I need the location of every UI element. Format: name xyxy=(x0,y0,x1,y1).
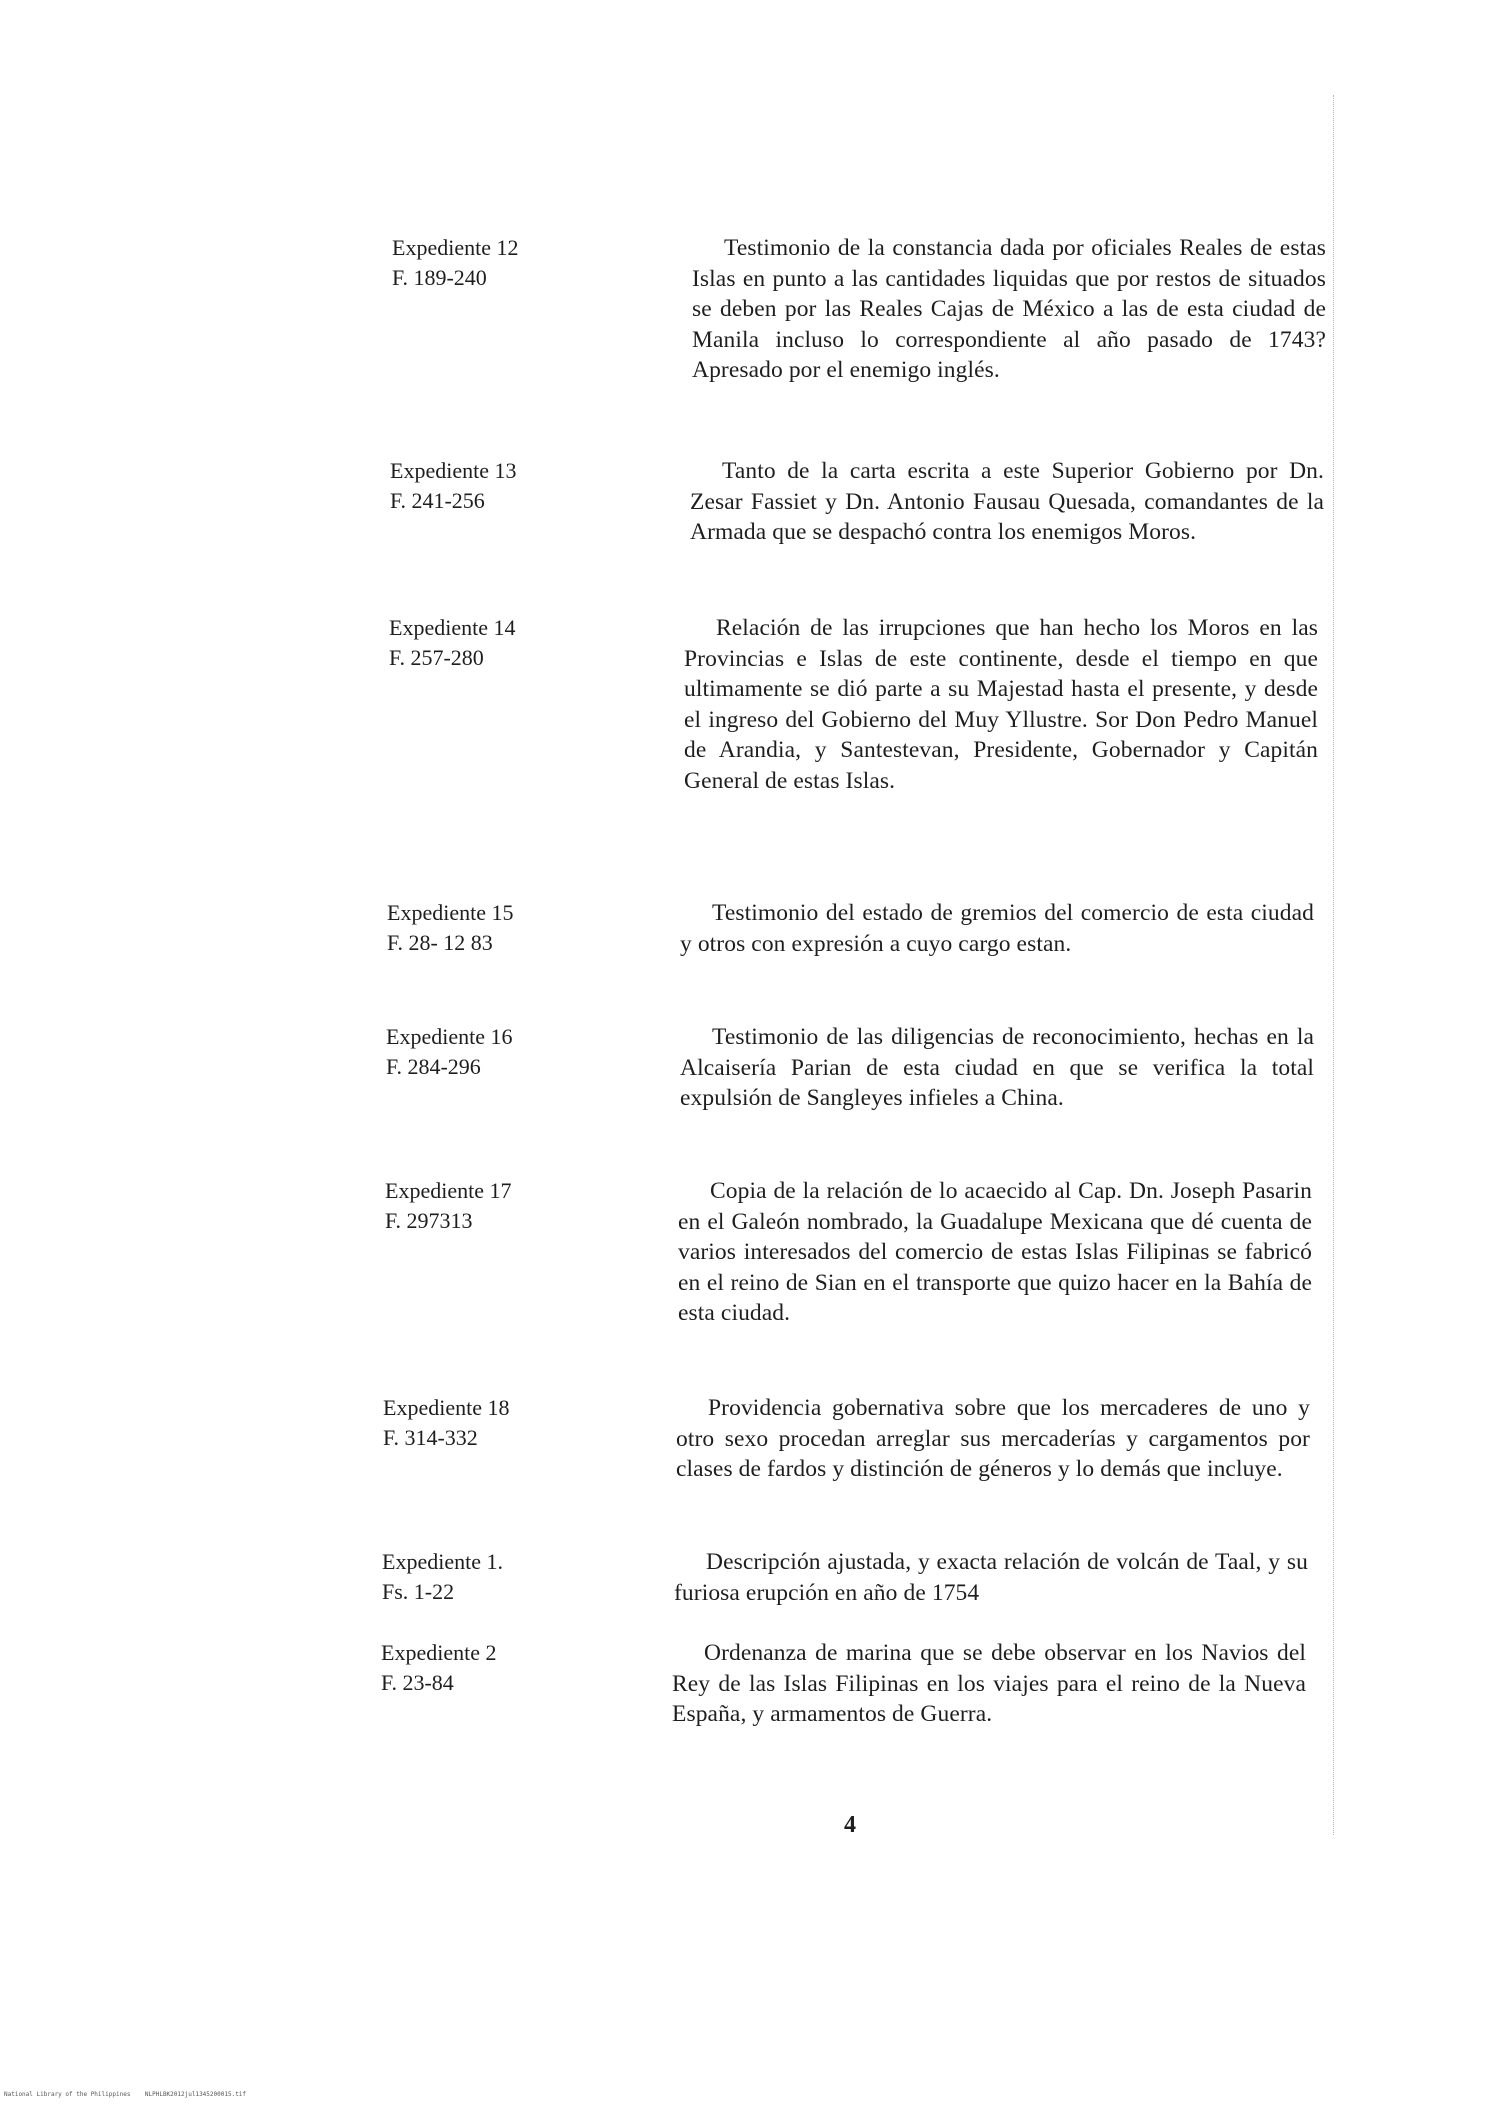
entry-description: Testimonio de la constancia dada por oficiales Reales de estas Islas en punto a las cantidades liquidas que por restos de situados se deben por las Reales Cajas de México a las de esta ciudad de Manila incluso lo correspondiente al año pasado de 1743? Apresado por el enemigo inglés. xyxy=(692,235,1326,383)
folio-range: F. 257-280 xyxy=(389,645,484,670)
entry-reference xyxy=(389,613,689,673)
expediente-title: Expediente 2 xyxy=(381,1640,497,1665)
folio-range: F. 23-84 xyxy=(381,1670,454,1695)
entry-reference xyxy=(387,898,687,958)
entry-reference xyxy=(383,1393,683,1453)
folio-range: F. 28- 12 83 xyxy=(387,930,493,955)
entry-description: Copia de la relación de lo acaecido al Cap. Dn. Joseph Pasarin en el Galeón nombrado, la Guadalupe Mexicana que dé cuenta de varios interesados del comercio de estas Islas Filipinas se fabricó en el reino de Sian en el transporte que quizo hacer en la Bahía de esta ciudad. xyxy=(678,1178,1312,1326)
expediente-title: Expediente 1. xyxy=(382,1549,503,1574)
scan-footer-caption: National Library of the Philippines NLPHLBK2012jul1345200015.tif xyxy=(4,2091,247,2098)
expediente-title: Expediente 14 xyxy=(389,615,516,640)
entry-reference xyxy=(386,1022,686,1082)
entry-description: Descripción ajustada, y exacta relación de volcán de Taal, y su furiosa erupción en año de 1754 xyxy=(674,1549,1308,1606)
entry-description: Ordenanza de marina que se debe observar en los Navios del Rey de las Islas Filipinas en los viajes para el reino de la Nueva España, y armamentos de Guerra. xyxy=(672,1640,1306,1727)
folio-range: F. 189-240 xyxy=(392,265,487,290)
folio-range: F. 284-296 xyxy=(386,1054,481,1079)
folio-range: F. 241-256 xyxy=(390,488,485,513)
entry-description: Testimonio de las diligencias de reconocimiento, hechas en la Alcaisería Parian de esta ciudad en que se verifica la total expulsión de Sangleyes infieles a China. xyxy=(680,1024,1314,1111)
page-number: 4 xyxy=(844,1812,856,1838)
folio-range: F. 314-332 xyxy=(383,1425,478,1450)
entry-description: Providencia gobernativa sobre que los mercaderes de uno y otro sexo procedan arreglar sus mercaderías y cargamentos por clases de fardos y distinción de géneros y lo demás que incluye. xyxy=(676,1395,1310,1482)
entry-description: Relación de las irrupciones que han hecho los Moros en las Provincias e Islas de este continente, desde el tiempo en que ultimamente se dió parte a su Majestad hasta el presente, y desde el ingreso del Gobierno del Muy Yllustre. Sor Don Pedro Manuel de Arandia, y Santestevan, Presidente, Gobernador y Capitán General de estas Islas. xyxy=(684,615,1318,794)
entry-reference xyxy=(385,1176,685,1236)
expediente-title: Expediente 16 xyxy=(386,1024,513,1049)
entry-description: Testimonio del estado de gremios del comercio de esta ciudad y otros con expresión a cuyo cargo estan. xyxy=(680,900,1314,957)
expediente-title: Expediente 15 xyxy=(387,900,514,925)
expediente-title: Expediente 17 xyxy=(385,1178,512,1203)
entry-reference xyxy=(392,233,692,293)
entry-reference xyxy=(382,1547,682,1607)
expediente-title: Expediente 13 xyxy=(390,458,517,483)
folio-range: F. 297313 xyxy=(385,1208,473,1233)
scan-edge-line xyxy=(1333,95,1334,1835)
entry-reference xyxy=(390,456,690,516)
folio-range: Fs. 1-22 xyxy=(382,1579,455,1604)
expediente-title: Expediente 12 xyxy=(392,235,519,260)
expediente-title: Expediente 18 xyxy=(383,1395,510,1420)
entry-reference xyxy=(381,1638,681,1698)
entry-description: Tanto de la carta escrita a este Superior Gobierno por Dn. Zesar Fassiet y Dn. Antonio Fausau Quesada, comandantes de la Armada que se despachó contra los enemigos Moros. xyxy=(690,458,1324,545)
